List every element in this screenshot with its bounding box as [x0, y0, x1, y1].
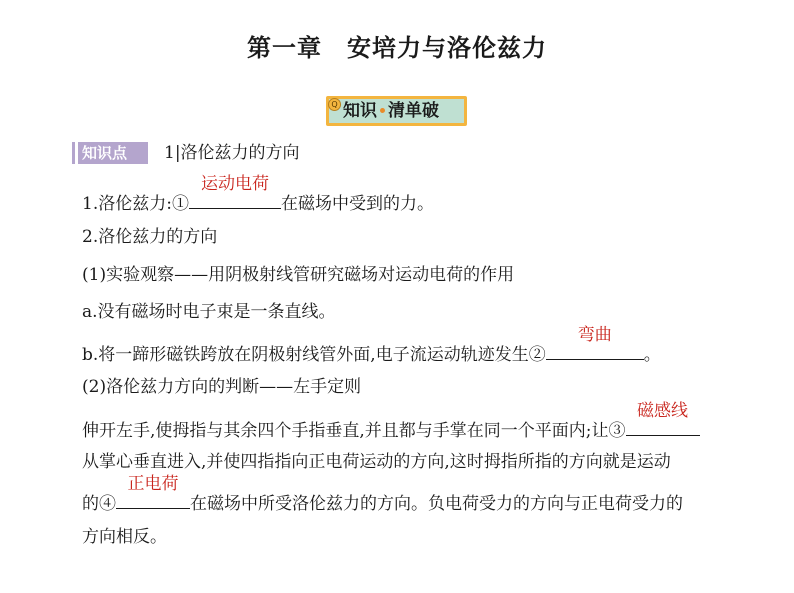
line-1-prefix: 1.洛伦兹力:①: [82, 194, 189, 214]
line-9-suffix: 在磁场中所受洛伦兹力的方向。负电荷受力的方向与正电荷受力的: [190, 494, 683, 514]
line-6: (2)洛伦兹力方向的判断——左手定则: [82, 377, 362, 397]
line-7-prefix: 伸开左手,使拇指与其余四个手指垂直,并且都与手掌在同一个平面内;让③: [82, 421, 626, 441]
badge-text: [343, 99, 464, 123]
answer-2: 弯曲: [577, 325, 612, 345]
line-5: [82, 325, 661, 368]
line-9-prefix: 的④: [82, 494, 116, 514]
line-9: [82, 474, 683, 517]
blank-3: [626, 401, 700, 436]
blank-4: [116, 474, 190, 509]
blank-2: [546, 325, 644, 360]
line-7: [82, 401, 700, 444]
knowledge-point-title: 1|洛伦兹力的方向: [164, 143, 300, 163]
badge-part1: 知识: [343, 101, 377, 121]
knowledge-point-tag: [72, 142, 148, 164]
badge-part2: 清单破: [388, 101, 439, 121]
answer-4: 正电荷: [127, 474, 179, 494]
blank-1: [189, 174, 281, 209]
line-4: a.没有磁场时电子束是一条直线。: [82, 302, 336, 322]
knowledge-list-badge: [326, 96, 467, 126]
line-1: [82, 174, 434, 217]
line-5-prefix: b.将一蹄形磁铁跨放在阴极射线管外面,电子流运动轨迹发生②: [82, 345, 546, 365]
line-5-suffix: 。: [643, 345, 661, 365]
knowledge-point-label: 知识点: [82, 144, 128, 162]
line-1-suffix: 在磁场中受到的力。: [280, 194, 434, 214]
badge-q-icon: Q: [328, 98, 341, 111]
line-2: 2.洛伦兹力的方向: [82, 227, 218, 247]
line-8: 从掌心垂直进入,并使四指指向正电荷运动的方向,这时拇指所指的方向就是运动: [82, 452, 671, 472]
answer-3: 磁感线: [637, 401, 689, 421]
badge-dot-icon: [380, 108, 385, 113]
tag-stripe: [75, 142, 78, 164]
line-3: (1)实验观察——用阴极射线管研究磁场对运动电荷的作用: [82, 265, 515, 285]
answer-1: 运动电荷: [200, 174, 269, 194]
badge-inner: [329, 99, 464, 123]
chapter-title: 第一章 安培力与洛伦兹力: [247, 34, 547, 62]
line-10: 方向相反。: [82, 527, 167, 547]
